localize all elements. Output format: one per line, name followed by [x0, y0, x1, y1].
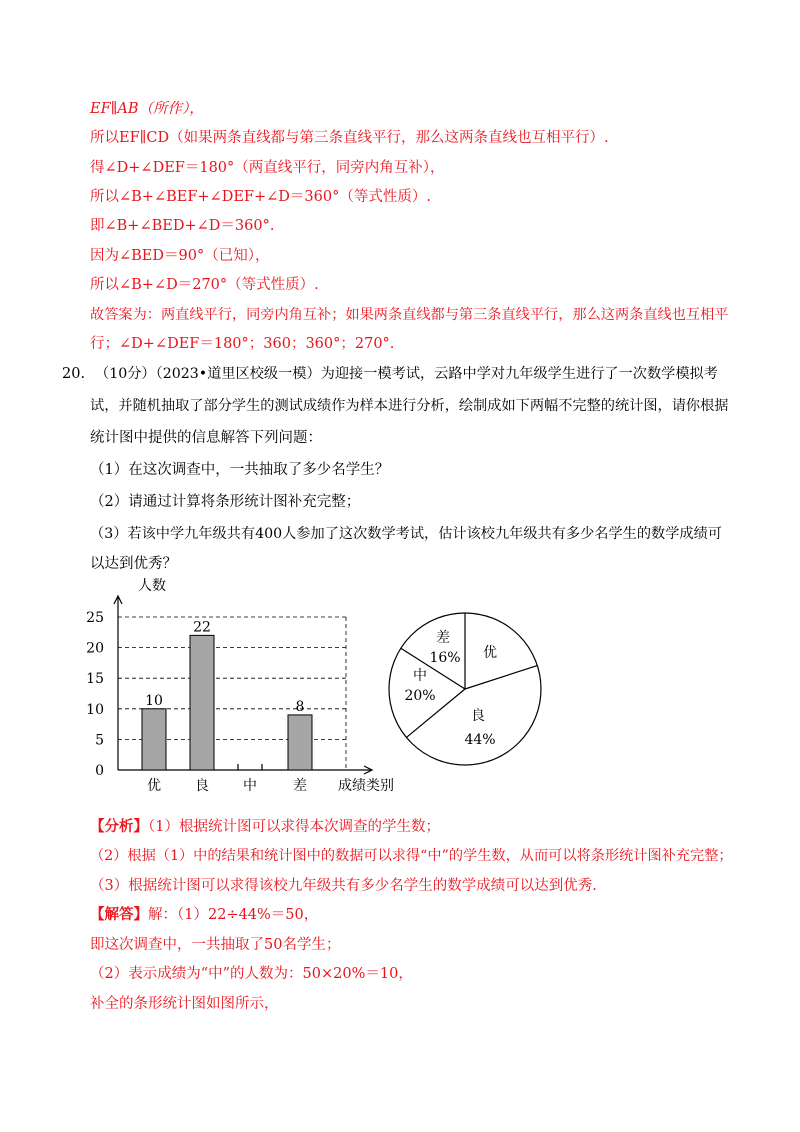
bar-差	[288, 715, 312, 770]
answer-line-1	[90, 905, 318, 925]
y-axis-label: 人数	[138, 578, 166, 594]
pie-label-良: 良	[471, 708, 485, 724]
y-tick-label: 10	[86, 701, 104, 718]
bar-chart	[86, 577, 394, 794]
pie-label-差: 差	[436, 630, 450, 646]
bar-优	[142, 709, 166, 770]
pie-divider	[465, 666, 537, 689]
data-label: 8	[295, 698, 305, 715]
solution-line-1: EF∥AB（所作），	[90, 101, 204, 117]
pie-pct: 44%	[464, 732, 496, 748]
x-tick-label: 差	[293, 778, 307, 794]
y-tick-label: 15	[86, 671, 104, 688]
answer-tag: 【解答】	[90, 906, 148, 923]
answer-l3: （2）表示成绩为“中”的人数为：50×20%＝10，	[90, 966, 413, 982]
question-line-1: （10分）（2023•道里区校级一模）为迎接一模考试，云路中学对九年级学生进行了一次数学模拟考	[95, 366, 718, 382]
data-label: 10	[145, 692, 163, 709]
pie-label-中: 中	[413, 668, 427, 684]
pie-chart	[389, 613, 541, 765]
answer-l4: 补全的条形统计图如图所示，	[90, 996, 279, 1012]
solution-line-4: 所以∠B+∠BEF+∠DEF+∠D＝360°（等式性质）.	[90, 189, 431, 205]
sub-question-2: （2）请通过计算将条形统计图补充完整；	[90, 494, 361, 510]
analysis-p1: （1）根据统计图可以求得本次调查的学生数；	[148, 819, 440, 835]
solution-line-3: 得∠D+∠DEF＝180°（两直线平行，同旁内角互补），	[90, 160, 445, 176]
question-line-2: 试，并随机抽取了部分学生的测试成绩作为样本进行分析，绘制成如下两幅不完整的统计图，请你根据	[90, 398, 729, 414]
solution-line-2: 所以EF∥CD（如果两条直线都与第三条直线平行，那么这两条直线也互相平行）.	[90, 130, 609, 146]
answer-l1: 解：（1）22÷44%＝50，	[148, 907, 319, 923]
bar-良	[190, 635, 214, 770]
question-number: 20.	[62, 366, 86, 382]
sub-question-3a: （3）若该中学九年级共有400人参加了这次数学考试，估计该校九年级共有多少名学生的数学成绩可	[90, 526, 722, 542]
sub-question-3b: 以达到优秀？	[90, 556, 177, 572]
y-tick-label: 0	[95, 763, 104, 779]
pie-pct: 20%	[404, 688, 436, 704]
pie-pct: 16%	[429, 650, 461, 666]
solution-line-8: 故答案为：两直线平行，同旁内角互补；如果两条直线都与第三条直线平行，那么这两条直线也互相平	[90, 307, 729, 323]
solution-line-6: 因为∠BED＝90°（已知），	[90, 248, 270, 264]
question-line-3: 统计图中提供的信息解答下列问题：	[90, 430, 322, 446]
y-tick-label: 25	[86, 610, 104, 626]
y-tick-label: 20	[86, 640, 104, 657]
x-axis-label: 成绩类别	[338, 778, 394, 794]
x-tick-label: 良	[195, 778, 209, 794]
analysis-p3: （3）根据统计图可以求得该校九年级共有多少名学生的数学成绩可以达到优秀.	[90, 878, 597, 894]
analysis-p2: （2）根据（1）中的结果和统计图中的数据可以求得“中”的学生数，从而可以将条形统计图补充完整；	[90, 848, 733, 864]
data-label: 22	[193, 619, 211, 636]
answer-l2: 即这次调查中，一共抽取了50名学生；	[90, 937, 341, 953]
x-tick-label: 优	[147, 778, 161, 794]
pie-label-优: 优	[483, 645, 497, 661]
solution-line-7: 所以∠B+∠D＝270°（等式性质）.	[90, 277, 319, 293]
analysis-line-1	[90, 817, 440, 837]
solution-line-9: 行；∠D+∠DEF＝180°；360；360°；270°.	[90, 336, 395, 352]
sub-question-1: （1）在这次调查中，一共抽取了多少名学生？	[90, 462, 390, 478]
y-tick-label: 5	[95, 732, 104, 749]
x-tick-label: 中	[243, 778, 257, 794]
solution-line-5: 即∠B+∠BED+∠D＝360°.	[90, 218, 275, 234]
analysis-tag: 【分析】	[90, 818, 148, 835]
